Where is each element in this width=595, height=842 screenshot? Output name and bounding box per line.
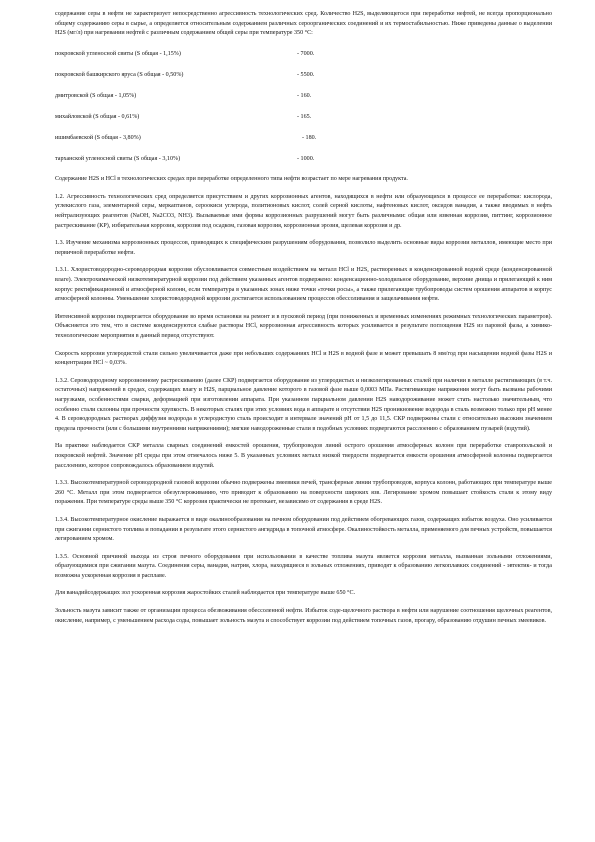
list-item-label: ишимбаевской (S общая - 3,80%)	[55, 134, 141, 141]
paragraph: 1.3.1. Хлористоводородно-сероводородная коррозия обусловливается совместным воздействием на металл HCl и H2S, растворенных в конденсированной водной среде (конденсированной влаге). Электрохимической низкотемпературной коррозии под действием указанных агентов подвержено: конденсационно-холодильное оборудование, верхние днища и прилегающий к ним корпус ректификационной и атмосферной колонн, если температура в указанных зонах ниже точки «точки росы», а также прилегающие трубопроводы систем орошения аппаратов и корпус атмосферной колонны. Уменьшение хлористоводородной коррозии достигается использованием процессов обессоливания и защелачивания нефти.	[55, 267, 552, 303]
paragraph: 1.3.5. Основной причиной выхода из строя печного оборудования при использовании в качестве топлива мазута является коррозия металла, вызванная зольными отложениями, образующимися при сжигании мазута. Соединения серы, ванадия, натрия, хлора, находящиеся в зольных отложениях, приводят к образованию легкоплавких соединений - эвтектик- и тогда возможна ускоренная коррозия в расплаве.	[55, 553, 552, 579]
list-item-label: михайловской (S общая - 0,61%)	[55, 113, 140, 120]
paragraph: Скорость коррозии углеродистой стали сильно увеличивается даже при небольших содержаниях HCl и H2S в водной фазе и может превышать 8 мм/год при насыщении водной фазы H2S и концентрации HCl ~ 0,03%.	[55, 350, 552, 367]
list-item-value: - 7000.	[297, 50, 315, 57]
list-item-value: - 5500.	[297, 71, 315, 78]
list-item-value: - 165.	[297, 113, 312, 120]
paragraph: 1.2. Агрессивность технологических сред определяется присутствием и других коррозионных агентов, находящихся в нефти или образующихся в процессе ее переработки: кислорода, углекислого газа, элементарной серы, меркаптанов, сероокиси углерода, политионовых кислот, солей серной кислоты, нафтеновых кислот, оксидов ванадия, а также вводимых в нефть нейтрализующих реагентов (NaOH, Na2CO3, NH3). Вызываемые ими формы коррозионных разрушений могут быть различными: общая или язвенная коррозия, питтинг, коррозионное растрескивание (КР), избирательная коррозия, коррозия под осадком, газовая коррозия, коррозионная эрозия, щелевая коррозия и др.	[55, 193, 552, 229]
h2s-emission-list	[55, 50, 552, 165]
list-item-value: - 160.	[297, 92, 312, 99]
list-item-label: покровской башкирского яруса (S общая - 0,50%)	[55, 71, 184, 78]
intro-paragraph: содержание серы в нефти не характеризует непосредственно агрессивность технологических сред. Количество H2S, выделяющегося при переработке нефтей, не всегда пропорционально общему содержанию серы в сырье, а определяется относительным содержанием различных сероорганических соединений и их термостабильностью. Ниже приведены данные о выделении H2S (мг/л) при нагревании нефтей с различным содержанием общей серы при температуре 350 °С:	[55, 11, 552, 37]
paragraph: 1.3.4. Высокотемпературное окисление выражается в виде окалинообразования на печном оборудовании под действием обогревающих газов, содержащих избыток воздуха. Оно усиливается при сжигании сернистого топлива и попадании в результате этого сернистого ангидрида в топочной атмосфере. Окалиностойкость металла, применяемого для печных устройств, повышается легированием хромом.	[55, 516, 552, 543]
paragraph: Для ванадийсодержащих зол ускоренная коррозия жаростойких сталей наблюдается при температуре выше 650 °С.	[55, 590, 356, 597]
paragraph: 1.3.2. Сероводородному коррозионному растрескиванию (далее СКР) подвергается оборудование из углеродистых и низколегированных сталей при наличии в металле растягивающих (в т.ч. остаточных) напряжений в средах, содержащих влагу и H2S, парциальное давление которого в газовой фазе выше 0,0003 МПа. Растягивающие напряжения могут быть вызваны рабочими нагрузками, особенностями сварки, деформацией при изготовлении аппарата. При указанном парциальном давлении H2S наводороживание может стать настолько значительным, что особенно стали склонны при прочности хрупкость. В некоторых сталях при этих условиях вода в аппарате и отсутствии H2S проникновение водорода в сталь возможно только при pH менее 4. В сероводородных растворах диффузия водорода в углеродистую сталь происходит в интервале значений pH от 1,5 до 11,5. СКР подвержены стали с относительно высоким значением предела прочности (или с большими внутренними напряжениями); мягкие наводороженные стали в подобных условиях подвергаются расслоению с образованием пузырей (вздутий).	[55, 377, 552, 432]
list-item	[55, 71, 552, 81]
paragraph: Зольность мазута зависит также от организации процесса обезвоживания обессоленной нефти. Избыток соде-щелочного раствора в нефти или нарушение соотношения щелочных реагентов, окисление, например, с уменьшением расхода соды, повышает зольность мазута и способствует коррозии под действием топочных газов, прогару, образованию отдушин печных змеевиков.	[55, 608, 552, 624]
list-item-label: тарханской угленосной свиты (S общая - 3,10%)	[55, 155, 181, 162]
document-page	[55, 10, 552, 626]
list-item-label: дмитровской (S общая - 1,05%)	[55, 92, 137, 99]
list-item-value: - 180.	[302, 134, 317, 141]
list-item	[55, 92, 552, 102]
list-item	[55, 113, 552, 123]
list-item-value: - 1000.	[297, 155, 315, 162]
paragraph: Интенсивной коррозии подвергается оборудование во время остановки на ремонт и в пусковой период (при пониженных и временных изменениях режимных технологических параметров). Объясняется это тем, что в системе конденсируются слабые растворы HCl, коррозионная агрессивность которых усиливается в результате поглощения H2S из паровой фазы, а химико-технологические мероприятия в данный период отсутствуют.	[55, 313, 552, 340]
list-item	[55, 155, 552, 165]
paragraph: 1.3.3. Высокотемпературной сероводородной газовой коррозии обычно подвержены змеевики печей, трансферные линии трубопроводов, корпуса колонн, работающих при температуре выше 260 °С. Металл при этом подвергается обезуглероживанию, что приводит к образованию на поверхности широких язв. Легирование хромом повышает стойкость стали к этому виду поражения. При температуре среды выше 350 °С коррозия практически не протекает, независимо от содержания в среде H2S.	[55, 480, 552, 506]
list-item	[55, 134, 552, 144]
list-item-label: покровской угленосной свиты (S общая - 1,15%)	[55, 50, 181, 57]
paragraph: Содержание H2S и HCl в технологических средах при переработке определенного типа нефти возрастает по мере нагревания продукта.	[55, 176, 408, 183]
paragraph: 1.3. Изучение механизма коррозионных процессов, приводящих к специфическим разрушениям оборудования, позволило выделить основные виды коррозии металлов, имеющие место при первичной переработке нефти.	[55, 240, 552, 256]
paragraph: На практике наблюдается СКР металла сварных соединений емкостей орошения, трубопроводов линий острого орошения атмосферных колонн при переработке ставропольской и покровской нефтей. Значение pH среды при этом отмечалось ниже 5. В указанных условиях металл низкой твердости подвергается емкости орошения атмосферной колонны подвергается расслоению, которое сопровождалось образованием вздутий.	[55, 443, 552, 469]
list-item	[55, 50, 552, 60]
